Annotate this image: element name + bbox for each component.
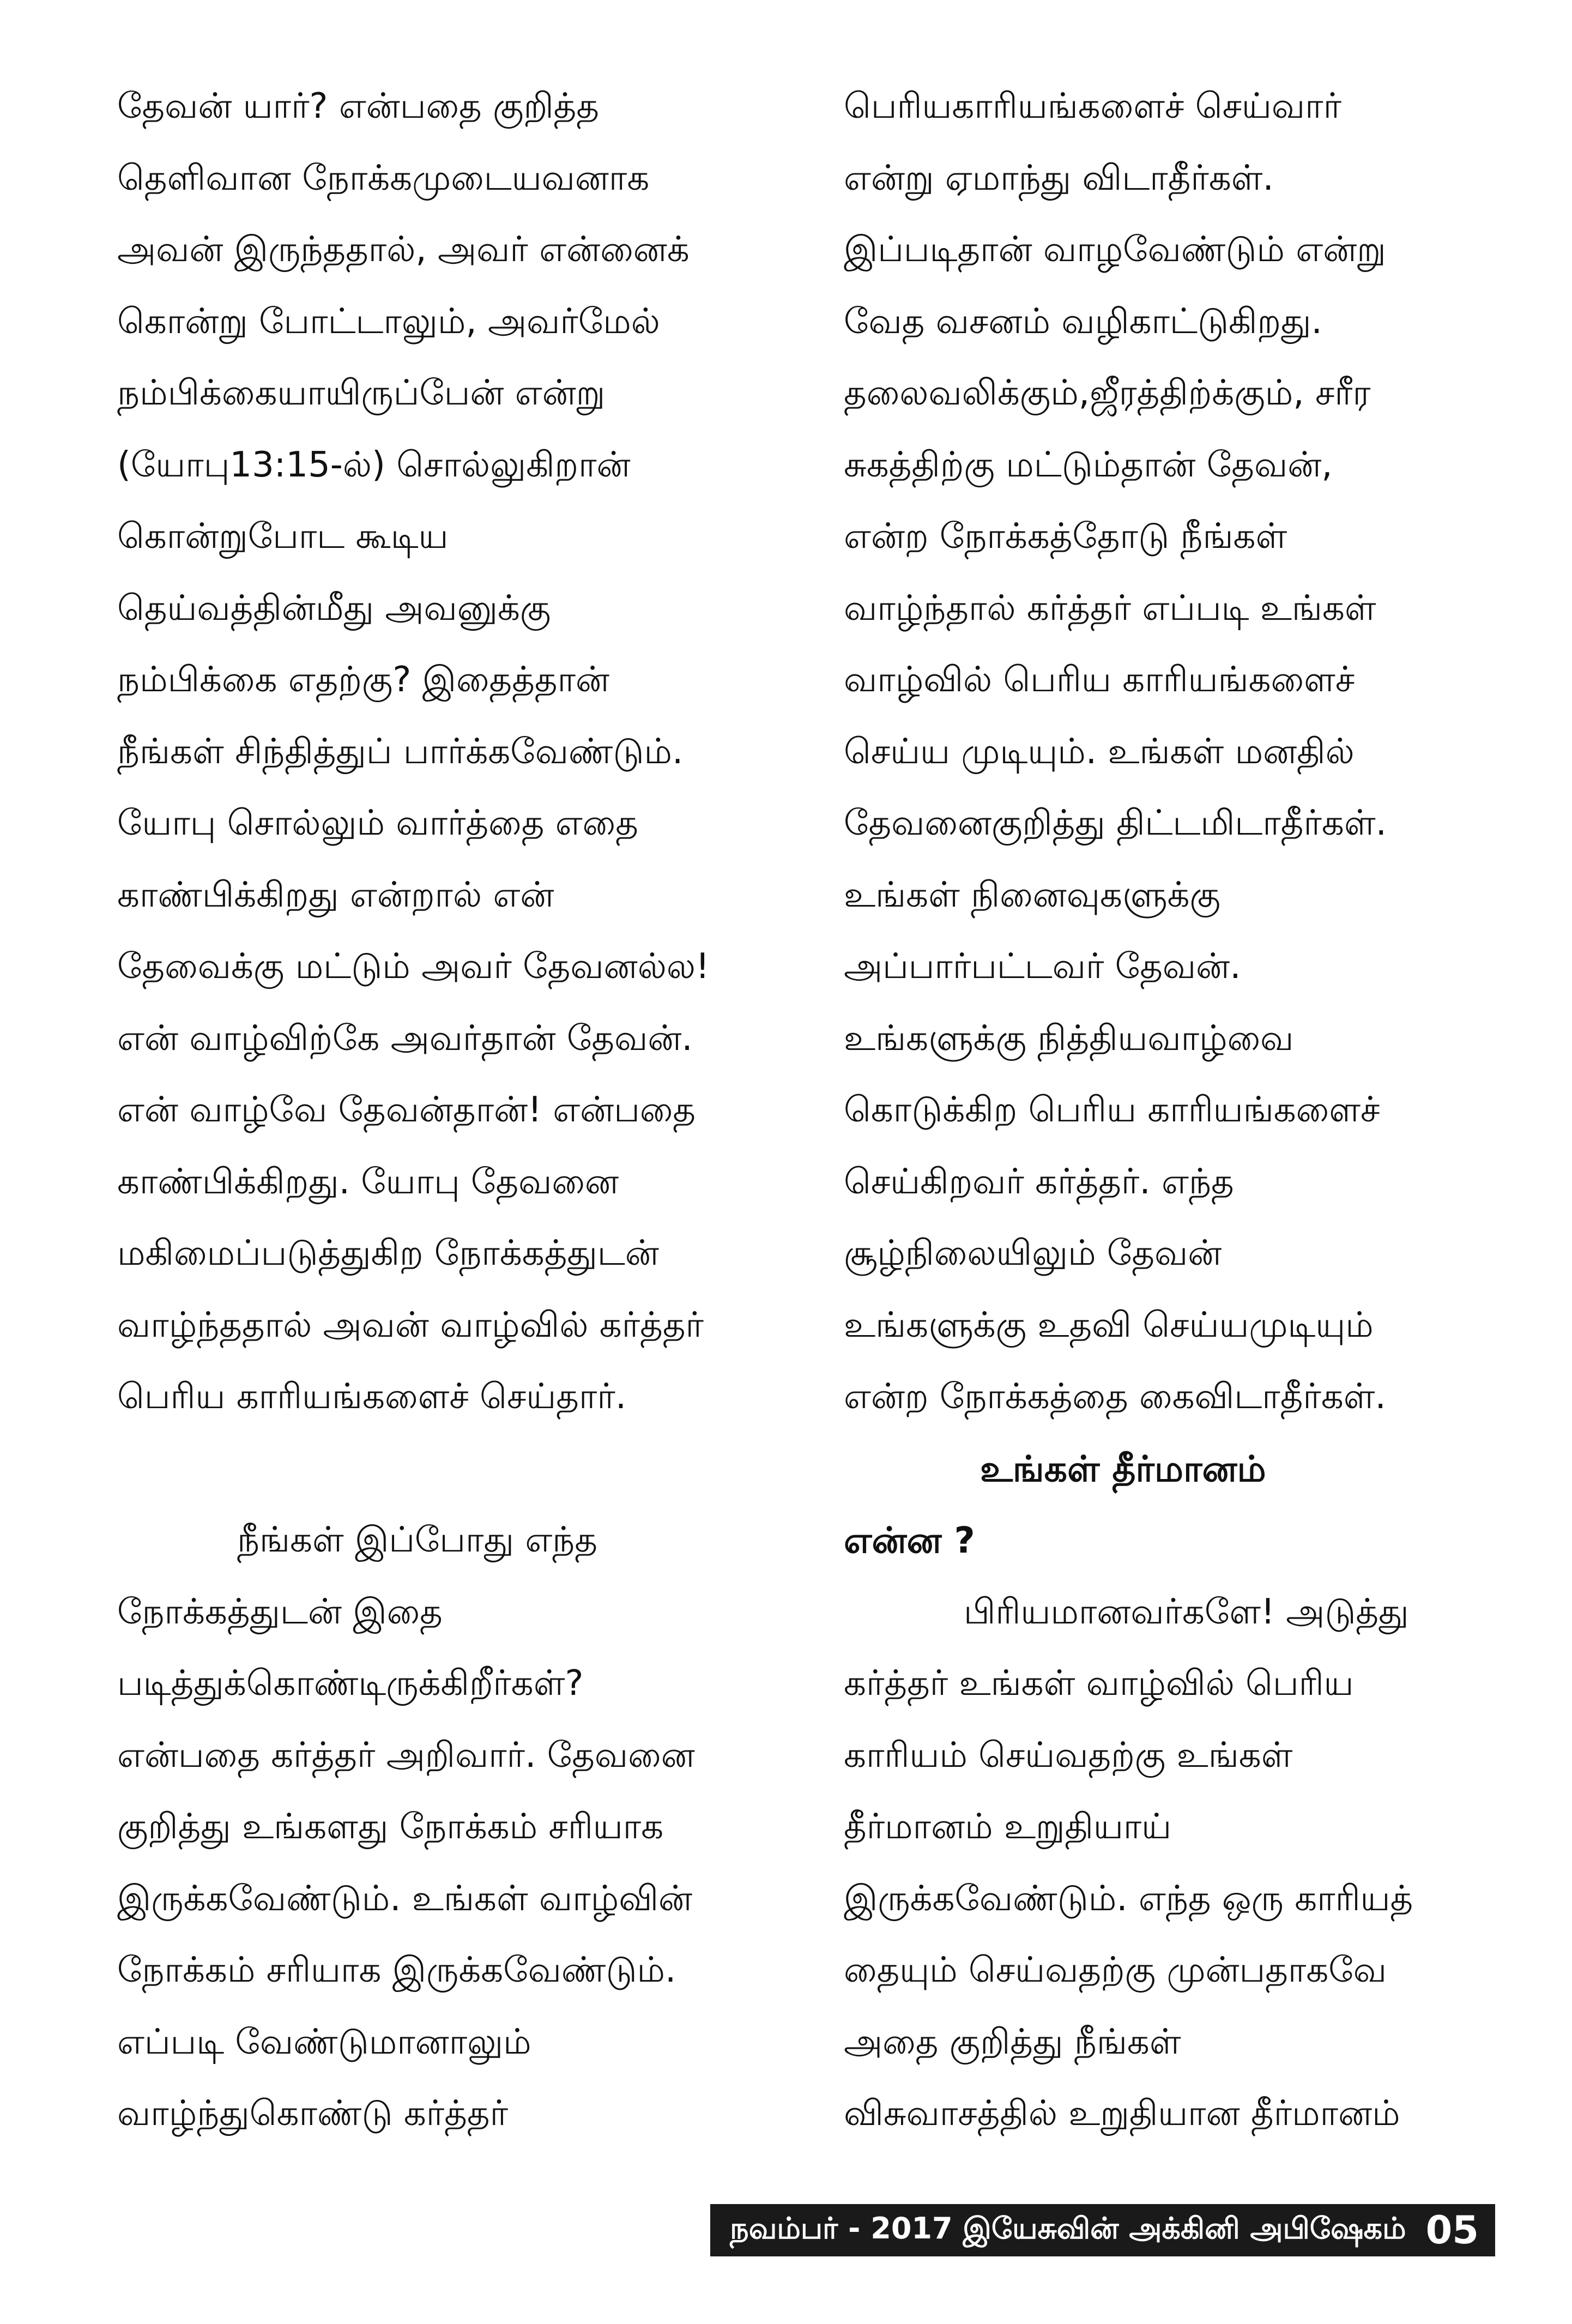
text-line: (யோபு13:15-ல்) சொல்லுகிறான் xyxy=(117,444,631,485)
text-line: தெய்வத்தின்மீது அவனுக்கு xyxy=(117,588,551,629)
text-line: கர்த்தர் உங்கள் வாழ்வில் பெரிய xyxy=(844,1663,1354,1704)
text-line: பெரிய காரியங்களைச் செய்தார். xyxy=(117,1377,627,1417)
text-line: என்ற நோக்கத்தோடு நீங்கள் xyxy=(844,516,1287,557)
text-line: அவன் இருந்ததால், அவர் என்னைக் xyxy=(117,230,690,270)
text-line: அதை குறித்து நீங்கள் xyxy=(844,2021,1181,2062)
text-line: வாழ்ந்தால் கர்த்தர் எப்படி உங்கள் xyxy=(844,588,1376,629)
text-line: செய்கிறவர் கர்த்தர். எந்த xyxy=(844,1161,1234,1202)
paragraph-spacer xyxy=(117,1433,820,1505)
right-column xyxy=(844,71,1541,2150)
left-column xyxy=(117,71,820,2150)
text-line: நீங்கள் சிந்தித்துப் பார்க்கவேண்டும். xyxy=(117,731,684,772)
section-heading-line2: என்ன ? xyxy=(844,1519,975,1561)
text-line: சுகத்திற்கு மட்டும்தான் தேவன், xyxy=(844,444,1333,485)
text-line: என்பதை கர்த்தர் அறிவார். தேவனை xyxy=(117,1735,695,1776)
text-line: காண்பிக்கிறது என்றால் என் xyxy=(117,874,554,915)
right-paragraph-2 xyxy=(844,1577,1541,2150)
text-line: பிரியமானவர்களே! அடுத்து xyxy=(964,1591,1409,1632)
text-line: உங்களுக்கு உதவி செய்யமுடியும் xyxy=(844,1305,1374,1345)
text-line: வேத வசனம் வழிகாட்டுகிறது. xyxy=(844,301,1322,342)
section-heading-line1: உங்கள் தீர்மானம் xyxy=(980,1447,1266,1490)
text-line: காரியம் செய்வதற்கு உங்கள் xyxy=(844,1735,1293,1776)
right-paragraph-1 xyxy=(844,71,1541,1433)
text-line: தையும் செய்வதற்கு முன்பதாகவே xyxy=(844,1950,1387,1990)
text-line: வாழ்ந்ததால் அவன் வாழ்வில் கர்த்தர் xyxy=(117,1305,704,1345)
text-line: சூழ்நிலையிலும் தேவன் xyxy=(844,1233,1222,1273)
text-line: இப்படிதான் வாழவேண்டும் என்று xyxy=(844,230,1386,270)
text-line: உங்கள் நினைவுகளுக்கு xyxy=(844,874,1220,915)
text-line: காண்பிக்கிறது. யோபு தேவனை xyxy=(117,1161,619,1202)
text-line: விசுவாசத்தில் உறுதியான தீர்மானம் xyxy=(844,2093,1400,2134)
text-line: என்று ஏமாந்து விடாதீர்கள். xyxy=(844,158,1274,198)
text-line: என் வாழ்வே தேவன்தான்! என்பதை xyxy=(117,1090,696,1130)
text-line: அப்பார்பட்டவர் தேவன். xyxy=(844,946,1241,987)
text-line: பெரியகாரியங்களைச் செய்வார் xyxy=(844,86,1342,126)
text-line: படித்துக்கொண்டிருக்கிறீர்கள்? xyxy=(117,1663,584,1704)
text-line: நோக்கம் சரியாக இருக்கவேண்டும். xyxy=(117,1950,676,1990)
text-line: யோபு சொல்லும் வார்த்தை எதை xyxy=(117,803,638,843)
text-line: எப்படி வேண்டுமானாலும் xyxy=(117,2021,531,2062)
text-line: தேவனைகுறித்து திட்டமிடாதீர்கள். xyxy=(844,803,1387,843)
text-line: கொன்றுபோட கூடிய xyxy=(117,516,449,557)
text-line: நம்பிக்கையாயிருப்பேன் என்று xyxy=(117,373,606,413)
footer-bar xyxy=(710,2204,1495,2256)
text-line: என்ற நோக்கத்தை கைவிடாதீர்கள். xyxy=(844,1377,1386,1417)
text-line: தேவன் யார்? என்பதை குறித்த xyxy=(117,86,599,126)
text-line: உங்களுக்கு நித்தியவாழ்வை xyxy=(844,1018,1294,1059)
text-line: வாழ்வில் பெரிய காரியங்களைச் xyxy=(844,660,1355,700)
left-paragraph-1 xyxy=(117,71,820,1433)
text-line: வாழ்ந்துகொண்டு கர்த்தர் xyxy=(117,2093,509,2134)
text-line: நீங்கள் இப்போது எந்த xyxy=(237,1520,597,1560)
text-line: தெளிவான நோக்கமுடையவனாக xyxy=(117,158,650,198)
text-line: நோக்கத்துடன் இதை xyxy=(117,1591,443,1632)
page-number: 05 xyxy=(1425,2208,1479,2253)
text-line: செய்ய முடியும். உங்கள் மனதில் xyxy=(844,731,1355,772)
text-line: கொடுக்கிற பெரிய காரியங்களைச் xyxy=(844,1090,1380,1130)
text-line: தலைவலிக்கும்,ஜீரத்திற்க்கும், சரீர xyxy=(844,373,1371,413)
text-line: நம்பிக்கை எதற்கு? இதைத்தான் xyxy=(117,660,610,700)
text-line: தேவைக்கு மட்டும் அவர் தேவனல்ல! xyxy=(117,946,710,987)
footer-issue-title: நவம்பர் - 2017 இயேசுவின் அக்கினி அபிஷேகம் xyxy=(730,2211,1406,2245)
text-line: என் வாழ்விற்கே அவர்தான் தேவன். xyxy=(117,1018,693,1059)
text-line: மகிமைப்படுத்துகிற நோக்கத்துடன் xyxy=(117,1233,659,1273)
text-line: தீர்மானம் உறுதியாய் xyxy=(844,1807,1172,1847)
text-line: இருக்கவேண்டும். உங்கள் வாழ்வின் xyxy=(117,1878,693,1919)
text-line: இருக்கவேண்டும். எந்த ஒரு காரியத் xyxy=(844,1878,1413,1919)
text-line: கொன்று போட்டாலும், அவர்மேல் xyxy=(117,301,660,342)
left-paragraph-2 xyxy=(117,1505,820,2150)
text-line: குறித்து உங்களது நோக்கம் சரியாக xyxy=(117,1807,664,1847)
